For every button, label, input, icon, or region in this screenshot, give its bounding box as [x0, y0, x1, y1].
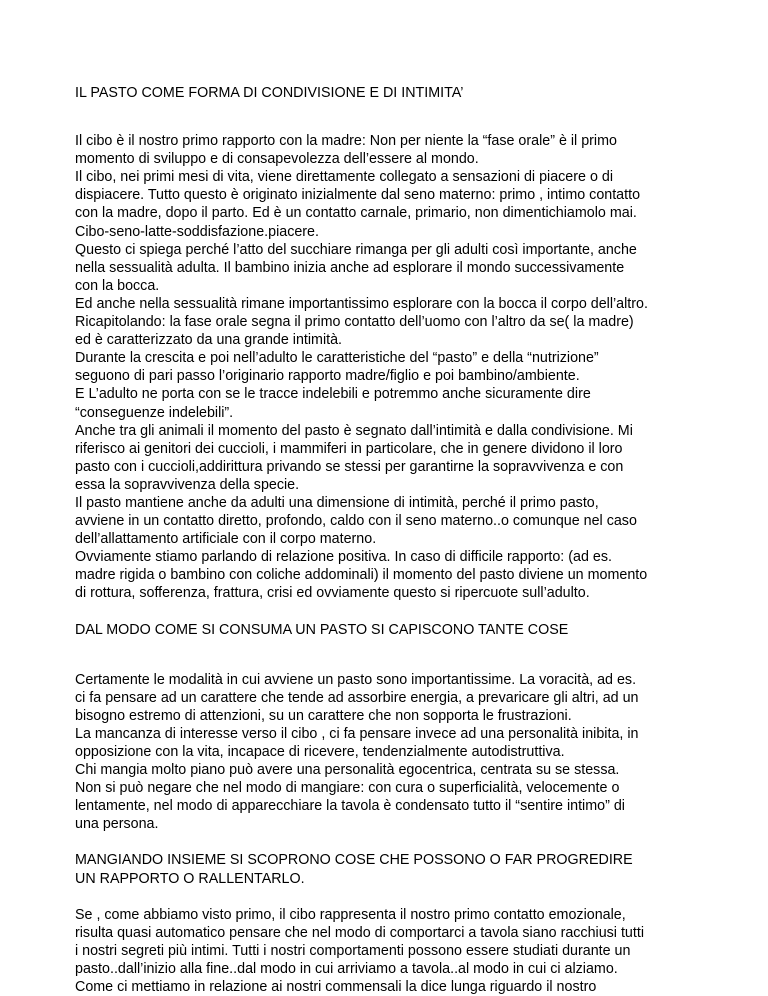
paragraph-line: madre rigida o bambino con coliche addominali) il momento del pasto diviene un momento: [75, 567, 648, 584]
paragraph-line: i nostri segreti più intimi. Tutti i nostri comportamenti possono essere studiati durante un: [75, 942, 631, 959]
paragraph-line: dell’allattamento artificiale con il corpo materno.: [75, 531, 377, 548]
paragraph-line: Chi mangia molto piano può avere una personalità egocentrica, centrata su se stessa.: [75, 762, 620, 779]
paragraph-line: Questo ci spiega perché l’atto del succhiare rimanga per gli adulti così importante, anche: [75, 241, 637, 258]
paragraph-line: avviene in un contatto diretto, profondo, caldo con il seno materno..o comunque nel caso: [75, 513, 637, 530]
spacer: [75, 639, 725, 671]
paragraph-line: essa la sopravvivenza della specie.: [75, 476, 300, 493]
paragraph-line: nella sessualità adulta. Il bambino inizia anche ad esplorare il mondo successivamente: [75, 259, 625, 276]
paragraph-line: Cibo-seno-latte-soddisfazione.piacere.: [75, 223, 319, 240]
paragraph-line: ci fa pensare ad un carattere che tende ad assorbire energia, a prevaricare gli altri, ad un: [75, 689, 639, 706]
paragraph-line: ed è caratterizzato da una grande intimità.: [75, 332, 343, 349]
section-heading: MANGIANDO INSIEME SI SCOPRONO COSE CHE POSSONO O FAR PROGREDIRE: [75, 852, 633, 869]
paragraph-line: una persona.: [75, 816, 159, 833]
section-heading: DAL MODO COME SI CONSUMA UN PASTO SI CAPISCONO TANTE COSE: [75, 621, 569, 638]
paragraph-line: Certamente le modalità in cui avviene un pasto sono importantissime. La voracità, ad es.: [75, 671, 637, 688]
paragraph-line: bisogno estremo di attenzioni, su un carattere che non sopporta le frustrazioni.: [75, 707, 572, 724]
paragraph-line: La mancanza di interesse verso il cibo , ci fa pensare invece ad una personalità inibita, in: [75, 725, 639, 742]
paragraph-line: opposizione con la vita, incapace di ricevere, tendenzialmente autodistruttiva.: [75, 744, 565, 760]
paragraph-line: di rottura, sofferenza, frattura, crisi ed ovviamente questo si ripercuote sull’adulto.: [75, 585, 590, 602]
spacer: [75, 833, 725, 851]
paragraph-line: con la madre, dopo il parto. Ed è un contatto carnale, primario, non dimentichiamolo mai.: [75, 205, 637, 222]
paragraph-line: Ed anche nella sessualità rimane importantissimo esplorare con la bocca il corpo dell’altro.: [75, 295, 648, 312]
spacer: [75, 603, 725, 621]
paragraph-line: pasto..dall’inizio alla fine..dal modo in cui arriviamo a tavola..al modo in cui ci alziamo.: [75, 960, 618, 977]
paragraph-line: Ovviamente stiamo parlando di relazione positiva. In caso di difficile rapporto: (ad es.: [75, 549, 612, 566]
section-heading: UN RAPPORTO O RALLENTARLO.: [75, 870, 305, 887]
paragraph-line: “conseguenze indelebili”.: [75, 404, 234, 421]
section-3: [75, 906, 725, 996]
paragraph-line: Il cibo è il nostro primo rapporto con la madre: Non per niente la “fase orale” è il primo: [75, 133, 617, 150]
document-body: [75, 84, 725, 996]
paragraph-line: seguono di pari passo l’originario rapporto madre/figlio e poi bambino/ambiente.: [75, 368, 580, 385]
paragraph-line: Anche tra gli animali il momento del pasto è segnato dall’intimità e dalla condivisione. Mi: [75, 422, 633, 439]
paragraph-line: dispiacere. Tutto questo è originato inizialmente dal seno materno: primo , intimo contatto: [75, 187, 641, 204]
section-1: [75, 132, 725, 602]
paragraph-line: momento di sviluppo e di consapevolezza dell’essere al mondo.: [75, 151, 479, 168]
paragraph-line: Durante la crescita e poi nell’adulto le caratteristiche del “pasto” e della “nutrizione”: [75, 350, 599, 367]
paragraph-line: Il cibo, nei primi mesi di vita, viene direttamente collegato a sensazioni di piacere o di: [75, 169, 613, 186]
paragraph-line: Come ci mettiamo in relazione ai nostri commensali la dice lunga riguardo il nostro: [75, 979, 597, 996]
paragraph-line: riferisco ai genitori dei cuccioli, i mammiferi in particolare, che in genere dividono il loro: [75, 440, 623, 457]
document-title: IL PASTO COME FORMA DI CONDIVISIONE E DI INTIMITA’: [75, 85, 464, 101]
paragraph-line: Se , come abbiamo visto primo, il cibo rappresenta il nostro primo contatto emozionale,: [75, 906, 626, 923]
paragraph-line: con la bocca.: [75, 277, 160, 294]
section-2: [75, 671, 725, 834]
paragraph-line: Non si può negare che nel modo di mangiare: con cura o superficialità, velocemente o: [75, 780, 620, 797]
paragraph-line: pasto con i cuccioli,addirittura privando se stessi per garantirne la sopravvivenza e con: [75, 458, 624, 475]
paragraph-line: lentamente, nel modo di apparecchiare la tavola è condensato tutto il “sentire intimo” di: [75, 798, 625, 815]
spacer: [75, 102, 725, 132]
paragraph-line: Ricapitolando: la fase orale segna il primo contatto dell’uomo con l’altro da se( la madre): [75, 314, 634, 331]
paragraph-line: Il pasto mantiene anche da adulti una dimensione di intimità, perché il primo pasto,: [75, 494, 599, 511]
paragraph-line: risulta quasi automatico pensare che nel modo di comportarci a tavola siano racchiusi tutti: [75, 924, 644, 941]
spacer: [75, 888, 725, 906]
paragraph-line: E L’adulto ne porta con se le tracce indelebili e potremmo anche sicuramente dire: [75, 386, 591, 403]
